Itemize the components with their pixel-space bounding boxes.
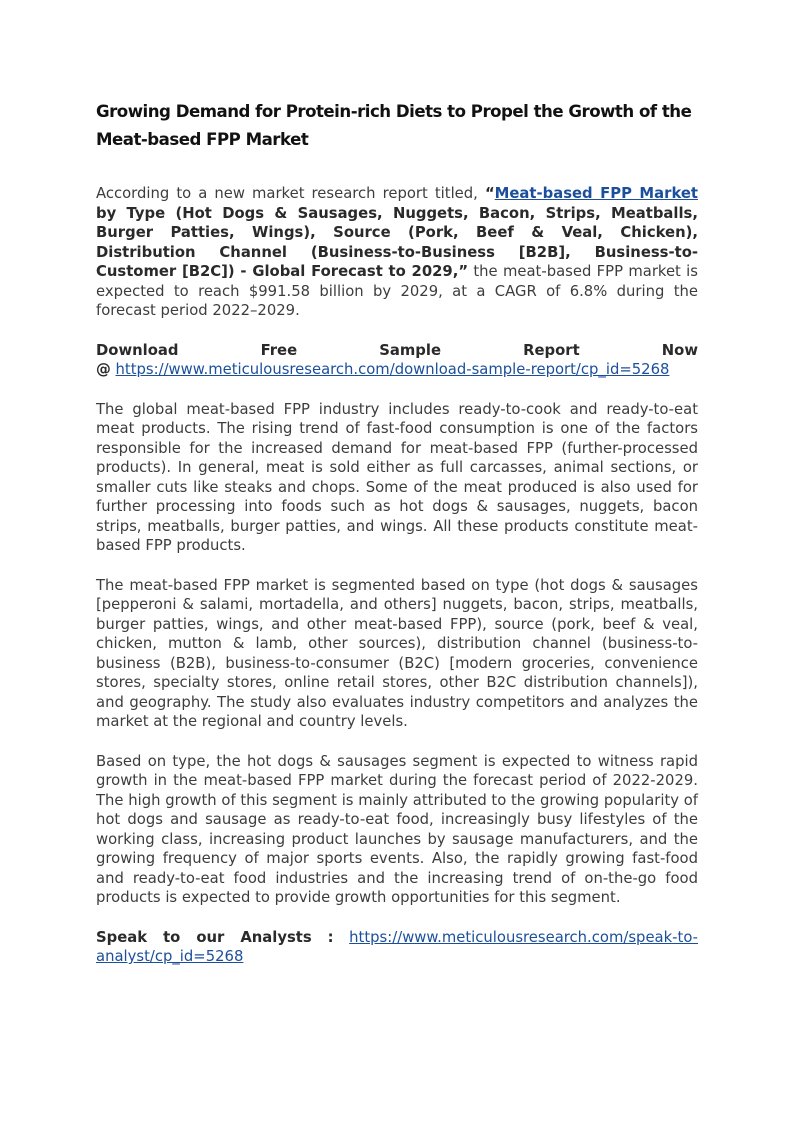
- download-word: Sample: [379, 341, 441, 359]
- download-word: Report: [523, 341, 580, 359]
- download-word: Now: [661, 341, 698, 359]
- page-title: Growing Demand for Protein-rich Diets to Propel the Growth of the Meat-based FPP Market: [96, 102, 692, 149]
- speak-to-analyst-link[interactable]: https://www.meticulousresearch.com/speak-to-analyst/cp_id=5268: [96, 928, 698, 965]
- body-paragraph: Based on type, the hot dogs & sausages segment is expected to witness rapid growth in the meat-based FPP market during the forecast period of 2022-2029. The high growth of this segment is mainly attributed to the growing popularity of hot dogs and sausage as ready-to-eat food, increasingly busy lifestyles of the working class, increasing product launches by sausage manufacturers, and the growing frequency of major sports events. Also, the rapidly growing fast-food and ready-to-eat food industries and the increasing trend of on-the-go food products is expected to provide growth opportunities for this segment.: [96, 752, 698, 906]
- download-word: Download: [96, 341, 179, 359]
- download-word: Free: [260, 341, 298, 359]
- analyst-label: Speak to our Analysts :: [96, 928, 334, 946]
- document-page: [96, 98, 698, 987]
- download-paragraph: [96, 341, 698, 380]
- download-at: @: [96, 361, 111, 378]
- body-paragraph: The meat-based FPP market is segmented based on type (hot dogs & sausages [pepperoni & salami, mortadella, and others] nuggets, bacon, strips, meatballs, burger patties, wings, and other meat-based FPP), source (pork, beef & veal, chicken, mutton & lamb, other sources), distribution channel (business-to-business (B2B), business-to-consumer (B2C) [modern groceries, convenience stores, specialty stores, online retail stores, other B2C distribution channels]), and geography. The study also evaluates industry competitors and analyzes the market at the regional and country levels.: [96, 576, 698, 730]
- report-title-link[interactable]: Meat-based FPP Market: [494, 185, 698, 202]
- download-heading: [96, 341, 698, 361]
- download-sample-link[interactable]: https://www.meticulousresearch.com/download-sample-report/cp_id=5268: [115, 361, 670, 378]
- intro-tail: the meat-based FPP market is expected to reach $991.58 billion by 2029, at a CAGR of 6.8% during the forecast period 2022–2029.: [96, 263, 698, 319]
- body-paragraph: The global meat-based FPP industry includes ready-to-cook and ready-to-eat meat products. The rising trend of fast-food consumption is one of the factors responsible for the increased demand for meat-based FPP (further-processed products). In general, meat is sold either as full carcasses, animal sections, or smaller cuts like steaks and chops. Some of the meat produced is also used for further processing into foods such as hot dogs & sausages, nuggets, bacon strips, meatballs, burger patties, and wings. All these products constitute meat-based FPP products.: [96, 400, 698, 554]
- analyst-paragraph: [96, 928, 698, 967]
- intro-lead: According to a new market research report titled,: [96, 185, 485, 202]
- open-quote: “: [484, 185, 495, 202]
- report-title-text: by Type (Hot Dogs & Sausages, Nuggets, Bacon, Strips, Meatballs, Burger Patties, Wings), Source (Pork, Beef & Veal, Chicken), Distribution Channel (Business-to-Business [B2B], Business-to-Customer [B2C]) - Global Forecast to 2029,”: [96, 204, 698, 280]
- intro-paragraph: [96, 184, 698, 321]
